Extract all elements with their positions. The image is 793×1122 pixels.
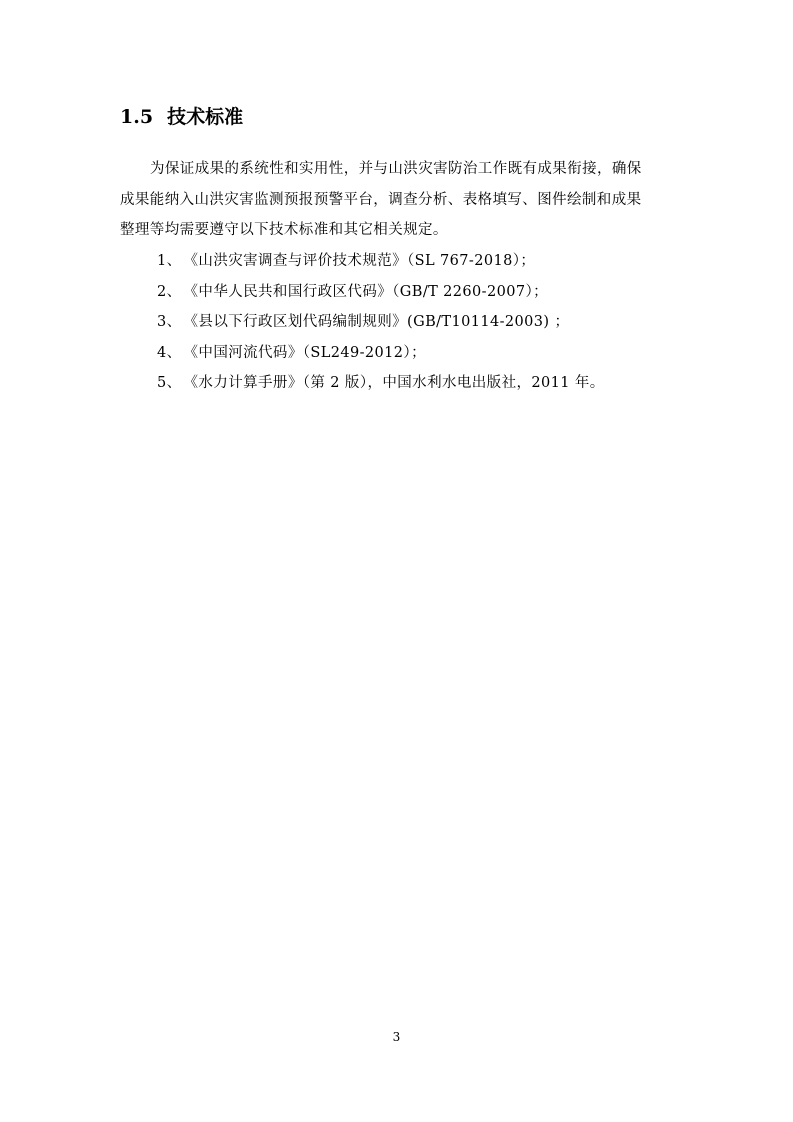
body-paragraph	[120, 154, 680, 246]
list-item-text: 《中华人民共和国行政区代码》（GB/T 2260-2007）；	[183, 283, 549, 300]
section-number: 1.5	[120, 106, 154, 128]
list-item-index: 2、	[157, 283, 182, 300]
list-item-index: 5、	[157, 375, 182, 391]
list-item-text: 《山洪灾害调查与评价技术规范》（SL 767-2018）；	[183, 253, 536, 269]
list-item	[157, 368, 605, 399]
list-item-text: 《县以下行政区划代码编制规则》(GB/T10114-2003) ；	[183, 314, 570, 330]
reference-list	[157, 246, 605, 399]
list-item	[157, 307, 605, 338]
paragraph-line: 整理等均需要遵守以下技术标准和其它相关规定。	[120, 222, 448, 238]
list-item-index: 1、	[157, 253, 182, 269]
section-title: 技术标准	[167, 106, 244, 128]
list-item-index: 3、	[157, 314, 182, 330]
section-heading	[120, 103, 243, 131]
paragraph-line: 为保证成果的系统性和实用性，并与山洪灾害防治工作既有成果衔接，确保	[150, 161, 642, 177]
list-item	[157, 246, 605, 277]
list-item-index: 4、	[157, 344, 182, 361]
list-item	[157, 277, 605, 308]
paragraph-line: 成果能纳入山洪灾害监测预报预警平台，调查分析、表格填写、图件绘制和成果	[120, 191, 642, 208]
list-item-text: 《中国河流代码》（SL249-2012）；	[183, 344, 426, 361]
list-item	[157, 338, 605, 369]
list-item-text: 《水力计算手册》（第 2 版），中国水利水电出版社，2011 年。	[183, 375, 605, 391]
page-number: 3	[392, 1030, 401, 1044]
